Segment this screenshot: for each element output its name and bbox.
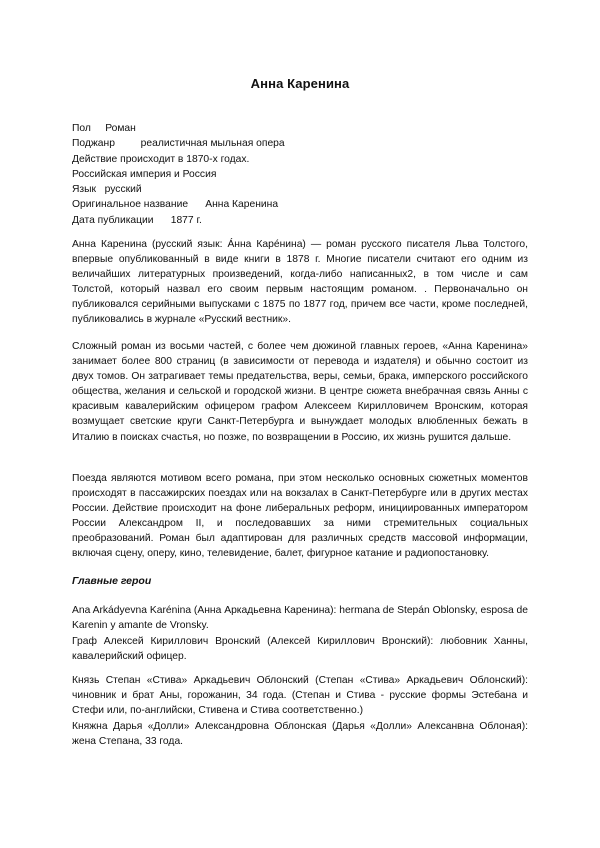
- character-text: Князь Степан «Стива» Аркадьевич Облонский (Степан «Стива» Аркадьевич Облонский): чиновник и брат Аны, горожанин, 34 года. (Степан и Стива - русские формы Эстебана и Стефи или, по-английски, Стивена и Стива соответственно.): [72, 675, 528, 717]
- character-entry: [72, 719, 528, 749]
- paragraph-text: Поезда являются мотивом всего романа, при этом несколько основных сюжетных моментов происходят в пассажирских поездах или на вокзалах в Санкт-Петербурге или в других местах России. Действие происходит на фоне либеральных реформ, инициированных императором России Александром II, и последовавших за ними стремительных социальных преобразований. Роман был адаптирован для различных средств массовой информации, включая сцену, оперу, кино, телевидение, балет, фигурное катание и радиопостановку.: [72, 473, 528, 560]
- meta-row: Поджанр реалистичная мыльная опера: [72, 138, 285, 150]
- paragraph-text: Сложный роман из восьми частей, с более чем дюжиной главных героев, «Анна Каренина» занимает более 800 страниц (в зависимости от перевода и издателя) и обычно состоит из двух томов. Он затрагивает темы предательства, веры, семьи, брака, имперского российского общества, желания и сельской и городской жизни. В центре сюжета внебрачная связь Анны с красивым кавалерийским офицером графом Алексеем Кирилловичем Вронским, которая возмущает светские круги Санкт-Петербурга и вынуждает молодых влюбленных бежать в Италию в поисках счастья, но позже, по возвращении в Россию, их жизнь рушится дальше.: [72, 341, 528, 443]
- section-heading: Главные герои: [72, 575, 152, 587]
- meta-row: Российская империя и Россия: [72, 168, 217, 180]
- document-title: Анна Каренина: [250, 76, 350, 91]
- character-text: Граф Алексей Кириллович Вронский (Алексей Кириллович Вронский): любовник Ханны, кавалерийский офицер.: [72, 636, 528, 663]
- character-text: Княжна Дарья «Долли» Александровна Облонская (Дарья «Долли» Алексанвна Облоная): жена Степана, 33 года.: [72, 721, 528, 748]
- meta-row: Действие происходит в 1870-х годах.: [72, 153, 250, 165]
- paragraph-text: Анна Каренина (русский язык: А́нна Каре́нина) — роман русского писателя Льва Толстого, впервые опубликованный в виде книги в 1878 г. Многие писатели считают его одним из величайших литературных произведений, когда-либо написанных2, в том числе и сам Толстой, который назвал его своим первым настоящим романом. . Первоначально он публиковался серийными выпусками с 1875 по 1877 год, причем все части, кроме последней, публиковались в журнале «Русский вестник».: [72, 239, 528, 326]
- body-paragraph: [72, 339, 528, 445]
- meta-row: Пол Роман: [72, 123, 136, 134]
- character-entry: [72, 673, 528, 718]
- metadata-block: [72, 121, 285, 228]
- meta-row: Язык русский: [72, 184, 142, 196]
- meta-row: Дата публикации 1877 г.: [72, 214, 202, 226]
- body-paragraph: [72, 237, 528, 328]
- character-entry: [72, 634, 528, 664]
- character-entry: [72, 603, 528, 633]
- meta-row: Оригинальное название Анна Каренина: [72, 199, 279, 211]
- body-paragraph: [72, 471, 528, 562]
- character-text: Ana Arkádyevna Karénina (Анна Аркадьевна Каренина): hermana de Stepán Oblonsky, esposa de Karenin y amante de Vronsky.: [72, 605, 528, 632]
